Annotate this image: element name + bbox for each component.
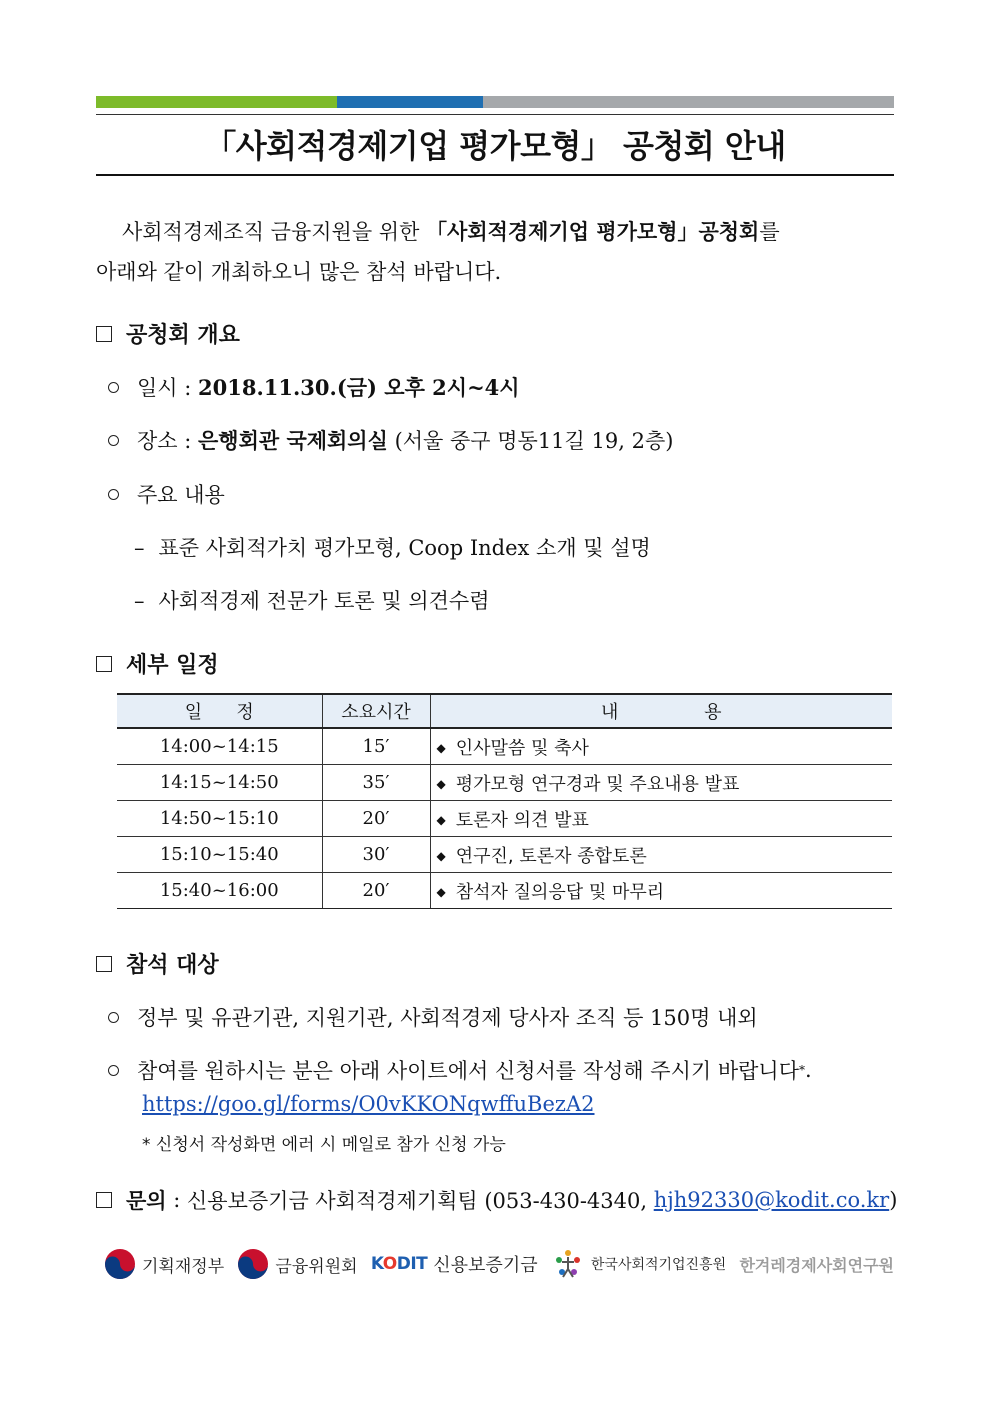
schedule-header-row xyxy=(117,694,892,728)
section-schedule-title: 세부 일정 xyxy=(126,652,219,678)
main-content-label: 주요 내용 xyxy=(137,483,225,507)
kodit-o: O xyxy=(382,1254,397,1274)
footnote-marker: * xyxy=(798,1063,805,1077)
cell-time: 14:15~14:50 xyxy=(117,765,322,801)
section-overview-heading xyxy=(96,318,240,349)
date-label: 일시 : xyxy=(137,376,198,400)
registration-form-link[interactable]: https://goo.gl/forms/O0vKKONqwffuBezA2 xyxy=(142,1092,595,1116)
color-band-green xyxy=(96,96,337,108)
diamond-bullet-icon: ◆ xyxy=(436,848,446,863)
color-band-blue xyxy=(337,96,483,108)
logo-hankyoreh xyxy=(739,1253,894,1276)
logo-moef-text: 기획재정부 xyxy=(142,1256,225,1277)
table-row xyxy=(117,837,892,873)
cell-content xyxy=(430,873,892,909)
logo-fsc xyxy=(237,1248,357,1280)
cell-content-text: 인사말씀 및 축사 xyxy=(455,737,589,759)
color-band-gray xyxy=(483,96,894,108)
contact-line xyxy=(96,1185,897,1215)
intro-paragraph xyxy=(96,212,896,292)
cell-content-text: 평가모형 연구경과 및 주요내용 발표 xyxy=(455,773,740,795)
circle-bullet-icon xyxy=(108,1065,119,1076)
contact-close: ) xyxy=(889,1188,898,1212)
title-bottom-rule xyxy=(96,174,894,176)
intro-line-1 xyxy=(96,212,896,252)
logo-hankyoreh-text: 한겨레경제사회연구원 xyxy=(739,1255,894,1275)
kodit-dit: DIT xyxy=(396,1254,428,1274)
taegeuk-icon xyxy=(104,1248,136,1280)
schedule-table xyxy=(117,693,892,909)
attendees-item-2 xyxy=(108,1055,812,1085)
col-header-content: 내 용 xyxy=(430,694,892,728)
overview-place-item xyxy=(108,425,673,455)
circle-bullet-icon xyxy=(108,1012,119,1023)
cell-duration: 20′ xyxy=(322,801,430,837)
main-content-item-1 xyxy=(134,532,651,562)
kosea-figure-icon xyxy=(551,1247,585,1281)
date-value: 2018.11.30.(금) 오후 2시~4시 xyxy=(198,375,520,400)
square-bullet-icon xyxy=(96,656,112,672)
diamond-bullet-icon: ◆ xyxy=(436,812,446,827)
cell-time: 14:00~14:15 xyxy=(117,728,322,765)
intro-line-2: 아래와 같이 개최하오니 많은 참석 바랍니다. xyxy=(96,260,502,284)
contact-separator: : xyxy=(166,1188,188,1212)
cell-content-text: 토론자 의견 발표 xyxy=(455,809,589,831)
sponsor-logos xyxy=(104,1244,894,1284)
overview-date-item xyxy=(108,372,520,402)
attendees-text-2: 참여를 원하시는 분은 아래 사이트에서 신청서를 작성해 주시기 바랍니다 xyxy=(137,1059,799,1083)
table-row xyxy=(117,728,892,765)
table-row xyxy=(117,801,892,837)
square-bullet-icon xyxy=(96,326,112,342)
contact-label: 문의 xyxy=(126,1188,167,1213)
attendees-text-2-end: . xyxy=(804,1058,812,1082)
page-title: 「사회적경제기업 평가모형」 공청회 안내 xyxy=(204,127,786,165)
section-schedule-heading xyxy=(96,648,219,679)
logo-kosea-text: 한국사회적기업진흥원 xyxy=(590,1257,727,1273)
place-address: (서울 중구 명동11길 19, 2층) xyxy=(387,429,674,453)
attendees-text-1: 정부 및 유관기관, 지원기관, 사회적경제 당사자 조직 등 150명 내외 xyxy=(137,1006,758,1030)
intro-text-pre: 사회적경제조직 금융지원을 위한 xyxy=(122,220,427,244)
contact-org: 신용보증기금 사회적경제기획팀 (053-430-4340, xyxy=(187,1189,654,1213)
kodit-mark-icon xyxy=(371,1254,427,1274)
cell-time: 15:10~15:40 xyxy=(117,837,322,873)
cell-content xyxy=(430,728,892,765)
circle-bullet-icon xyxy=(108,489,119,500)
cell-content-text: 연구진, 토론자 종합토론 xyxy=(455,845,647,867)
header-color-band xyxy=(96,96,894,108)
circle-bullet-icon xyxy=(108,382,119,393)
main-content-text: 사회적경제 전문가 토론 및 의견수렴 xyxy=(158,589,490,613)
cell-duration: 20′ xyxy=(322,873,430,909)
col-header-duration: 소요시간 xyxy=(322,694,430,728)
dash-bullet: – xyxy=(134,536,145,560)
cell-time: 14:50~15:10 xyxy=(117,801,322,837)
cell-content xyxy=(430,765,892,801)
attendees-item-1 xyxy=(108,1002,758,1032)
cell-duration: 35′ xyxy=(322,765,430,801)
logo-kodit-text: 신용보증기금 xyxy=(433,1255,538,1276)
logo-fsc-text: 금융위원회 xyxy=(275,1256,358,1277)
cell-content xyxy=(430,837,892,873)
logo-moef xyxy=(104,1248,224,1280)
logo-kosea xyxy=(551,1247,726,1281)
intro-text-bold: 「사회적경제기업 평가모형」공청회 xyxy=(426,219,760,244)
dash-bullet: – xyxy=(134,589,145,613)
cell-duration: 15′ xyxy=(322,728,430,765)
diamond-bullet-icon: ◆ xyxy=(436,740,446,755)
section-attendees-title: 참석 대상 xyxy=(126,952,219,978)
taegeuk-icon xyxy=(237,1248,269,1280)
square-bullet-icon xyxy=(96,1192,112,1208)
overview-main-item xyxy=(108,479,225,509)
diamond-bullet-icon: ◆ xyxy=(436,776,446,791)
cell-content xyxy=(430,801,892,837)
table-row xyxy=(117,873,892,909)
cell-duration: 30′ xyxy=(322,837,430,873)
main-content-item-2 xyxy=(134,585,490,615)
intro-text-post: 를 xyxy=(759,220,780,244)
square-bullet-icon xyxy=(96,956,112,972)
cell-content-text: 참석자 질의응답 및 마무리 xyxy=(455,881,665,903)
table-row xyxy=(117,765,892,801)
diamond-bullet-icon: ◆ xyxy=(436,884,446,899)
col-header-time: 일 정 xyxy=(117,694,322,728)
registration-note: * 신청서 작성화면 에러 시 메일로 참가 신청 가능 xyxy=(142,1135,506,1155)
cell-time: 15:40~16:00 xyxy=(117,873,322,909)
section-overview-title: 공청회 개요 xyxy=(126,322,240,348)
logo-kodit xyxy=(371,1251,538,1277)
place-label: 장소 : xyxy=(137,429,198,453)
section-attendees-heading xyxy=(96,948,219,979)
circle-bullet-icon xyxy=(108,435,119,446)
main-content-text: 표준 사회적가치 평가모형, Coop Index 소개 및 설명 xyxy=(158,536,651,560)
place-value: 은행회관 국제회의실 xyxy=(198,428,388,453)
contact-email-link[interactable]: hjh92330@kodit.co.kr xyxy=(653,1188,890,1212)
kodit-k: K xyxy=(370,1254,383,1274)
